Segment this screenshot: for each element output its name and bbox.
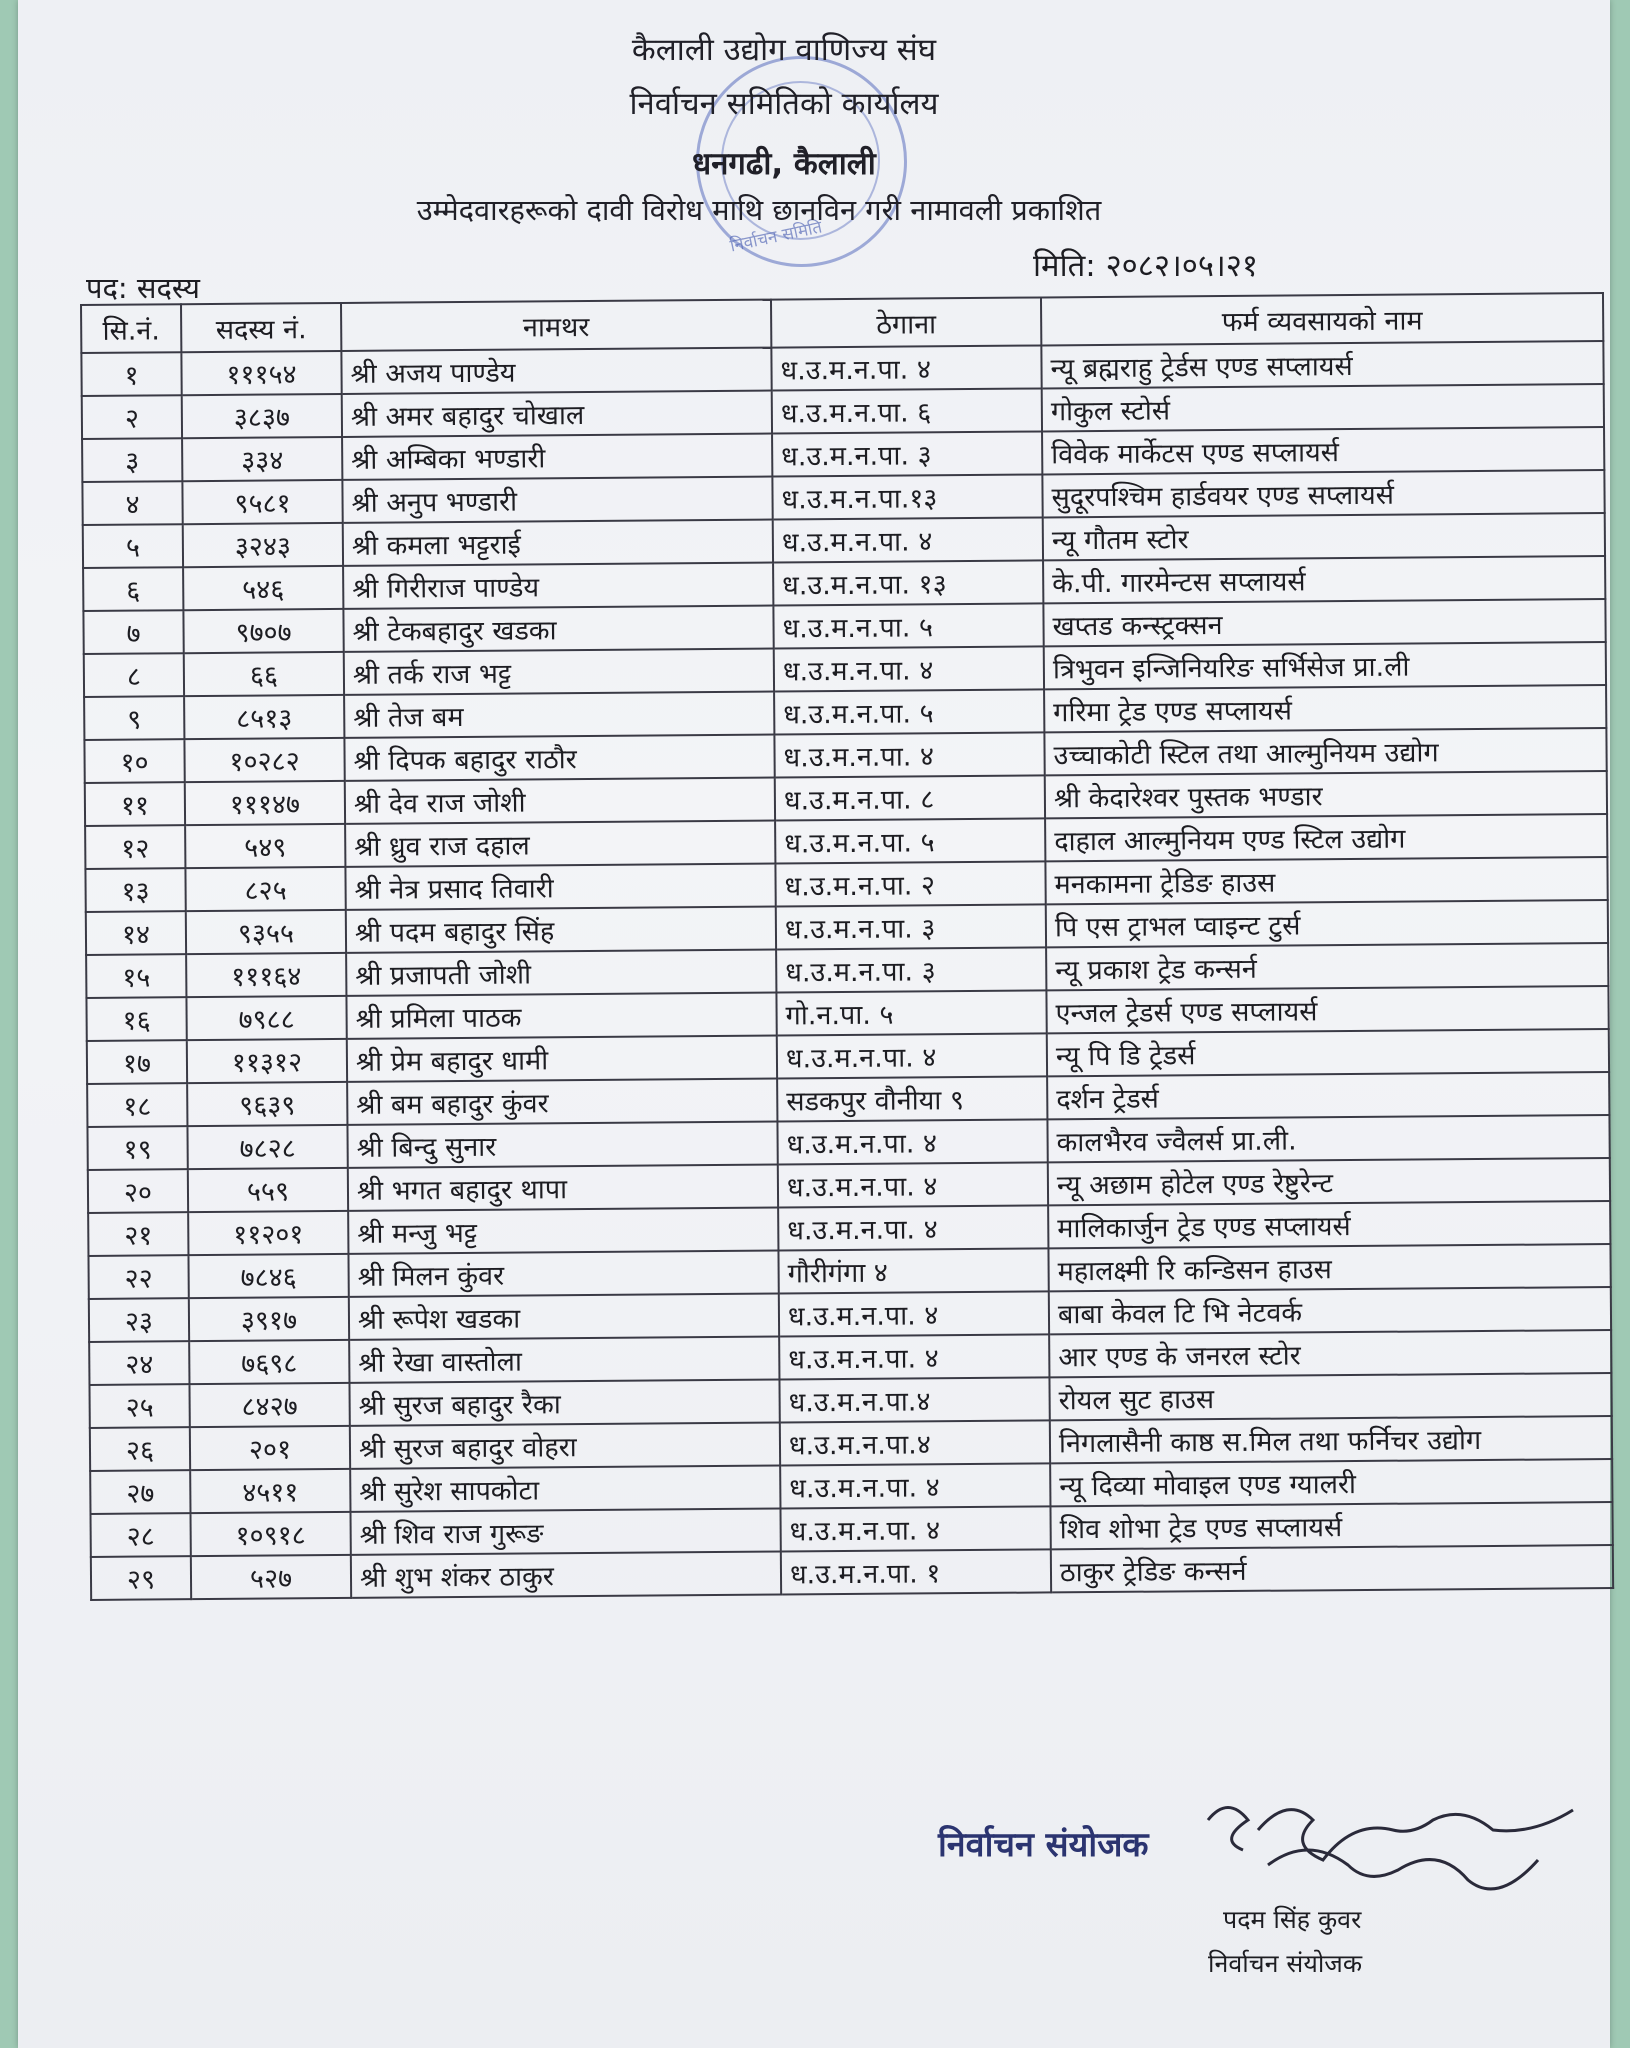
col-header-firm: फर्म व्यवसायको नाम	[1041, 293, 1603, 345]
name-cell: श्री बिन्दु सुनार	[347, 1122, 777, 1168]
address-cell: ध.उ.म.न.पा. ३	[776, 947, 1046, 992]
member-no-cell: ९३५५	[186, 910, 346, 954]
name-cell: श्री टेकबहादुर खडका	[343, 606, 773, 652]
member-no-cell: ५२७	[191, 1555, 351, 1599]
member-no-cell: ३८३७	[182, 394, 342, 438]
address-cell: ध.उ.म.न.पा. १३	[773, 560, 1043, 605]
address-cell: ध.उ.म.न.पा. ५	[773, 603, 1043, 648]
address-cell: ध.उ.म.न.पा. ५	[774, 689, 1044, 734]
address-cell: ध.उ.म.न.पा. ४	[777, 1033, 1047, 1078]
name-cell: श्री नेत्र प्रसाद तिवारी	[345, 864, 775, 910]
member-no-cell: १०२८२	[184, 738, 344, 782]
serial-cell: १८	[87, 1083, 187, 1127]
org-name: कैलाली उद्योग वाणिज्य संघ	[631, 32, 937, 68]
firm-cell: एन्जल ट्रेडर्स एण्ड सप्लायर्स	[1046, 986, 1608, 1033]
member-no-cell: ५५९	[188, 1168, 348, 1212]
address-cell: ध.उ.म.न.पा. ६	[772, 388, 1042, 433]
name-cell: श्री देव राज जोशी	[345, 778, 775, 824]
serial-cell: १७	[87, 1040, 187, 1084]
member-no-cell: २०१	[190, 1426, 350, 1470]
serial-cell: ३	[82, 438, 182, 482]
member-no-cell: ७८२८	[187, 1125, 347, 1169]
serial-cell: २१	[88, 1212, 188, 1256]
name-cell: श्री तर्क राज भट्ट	[344, 649, 774, 695]
firm-cell: उच्चाकोटी स्टिल तथा आल्मुनियम उद्योग	[1044, 728, 1606, 775]
name-cell: श्री तेज बम	[344, 692, 774, 738]
firm-cell: गोकुल स्टोर्स	[1042, 384, 1604, 431]
member-no-cell: ३२४३	[183, 523, 343, 567]
address-cell: ध.उ.म.न.पा. ८	[775, 775, 1045, 820]
name-cell: श्री अम्बिका भण्डारी	[342, 434, 772, 480]
member-no-cell: १०९१८	[191, 1512, 351, 1556]
name-cell: श्री गिरीराज पाण्डेय	[343, 563, 773, 609]
serial-cell: ७	[83, 610, 183, 654]
firm-cell: दाहाल आल्मुनियम एण्ड स्टिल उद्योग	[1045, 814, 1607, 861]
address-cell: ध.उ.म.न.पा. ४	[778, 1205, 1048, 1250]
col-header-address: ठेगाना	[771, 297, 1041, 347]
firm-cell: मनकामना ट्रेडिङ हाउस	[1045, 857, 1607, 904]
address-cell: ध.उ.म.न.पा. २	[775, 861, 1045, 906]
firm-cell: विवेक मार्केटस एण्ड सप्लायर्स	[1042, 427, 1604, 474]
serial-cell: २३	[89, 1298, 189, 1342]
address-cell: ध.उ.म.न.पा. ४	[777, 1119, 1047, 1164]
member-no-cell: ५४६	[183, 566, 343, 610]
firm-cell: ठाकुर ट्रेडिङ कन्सर्न	[1051, 1545, 1613, 1592]
member-no-cell: १११५४	[181, 351, 341, 395]
signer-name: पदम सिंह कुवर	[1223, 1905, 1362, 1934]
address-cell: ध.उ.म.न.पा.४	[780, 1420, 1050, 1465]
serial-cell: १९	[87, 1126, 187, 1170]
serial-cell: १	[81, 352, 181, 396]
serial-cell: १४	[86, 911, 186, 955]
name-cell: श्री मिलन कुंवर	[348, 1251, 778, 1297]
serial-cell: २	[82, 395, 182, 439]
firm-cell: दर्शन ट्रेडर्स	[1047, 1072, 1609, 1119]
name-cell: श्री अनुप भण्डारी	[342, 477, 772, 523]
name-cell: श्री प्रेम बहादुर धामी	[347, 1036, 777, 1082]
member-no-cell: ६६	[184, 652, 344, 696]
firm-cell: खप्तड कन्स्ट्रक्सन	[1043, 599, 1605, 646]
serial-cell: ८	[84, 653, 184, 697]
address-cell: ध.उ.म.न.पा. ३	[772, 431, 1042, 476]
firm-cell: आर एण्ड के जनरल स्टोर	[1049, 1330, 1611, 1377]
name-cell: श्री शिव राज गुरूङ	[350, 1509, 780, 1555]
firm-cell: न्यू पि डि ट्रेडर्स	[1047, 1029, 1609, 1076]
name-cell: श्री मन्जु भट्ट	[348, 1208, 778, 1254]
firm-cell: गरिमा ट्रेड एण्ड सप्लायर्स	[1044, 685, 1606, 732]
serial-cell: १६	[86, 997, 186, 1041]
firm-cell: बाबा केवल टि भि नेटवर्क	[1049, 1287, 1611, 1334]
address-cell: ध.उ.म.न.पा. ४	[771, 345, 1041, 390]
name-cell: श्री कमला भट्टराई	[343, 520, 773, 566]
serial-cell: १५	[86, 954, 186, 998]
member-no-cell: ७९८८	[186, 996, 346, 1040]
address-cell: ध.उ.म.न.पा. १	[781, 1549, 1051, 1594]
member-no-cell: ३३४	[182, 437, 342, 481]
office-name: निर्वाचन समितिको कार्यालय	[629, 86, 939, 122]
firm-cell: सुदूरपश्चिम हार्डवयर एण्ड सप्लायर्स	[1042, 470, 1604, 517]
serial-cell: २०	[88, 1169, 188, 1213]
name-cell: श्री पदम बहादुर सिंह	[346, 907, 776, 953]
firm-cell: मालिकार्जुन ट्रेड एण्ड सप्लायर्स	[1048, 1201, 1610, 1248]
address-cell: ध.उ.म.न.पा. ४	[773, 517, 1043, 562]
serial-cell: २५	[89, 1384, 189, 1428]
member-no-cell: ११३१२	[187, 1039, 347, 1083]
member-no-cell: ८२५	[185, 867, 345, 911]
col-header-name: नामथर	[341, 300, 771, 351]
name-cell: श्री बम बहादुर कुंवर	[347, 1079, 777, 1125]
notice-title: उम्मेदवारहरूको दावी विरोध माथि छानविन गरी नामावली प्रकाशित	[416, 193, 1102, 227]
serial-cell: ४	[82, 481, 182, 525]
serial-cell: २४	[89, 1341, 189, 1385]
name-cell: श्री ध्रुव राज दहाल	[345, 821, 775, 867]
name-cell: श्री शुभ शंकर ठाकुर	[351, 1552, 781, 1598]
serial-cell: २९	[91, 1556, 191, 1600]
serial-cell: ११	[85, 782, 185, 826]
name-cell: श्री सुरेश सापकोटा	[350, 1466, 780, 1512]
col-header-serial: सि.नं.	[81, 304, 181, 353]
name-cell: श्री रेखा वास्तोला	[349, 1337, 779, 1383]
name-cell: श्री अजय पाण्डेय	[341, 348, 771, 394]
signature-title: निर्वाचन संयोजक	[938, 1825, 1149, 1865]
address-cell: गो.न.पा. ५	[776, 990, 1046, 1035]
name-cell: श्री भगत बहादुर थापा	[348, 1165, 778, 1211]
seal-text: निर्वाचन समिति	[728, 217, 824, 257]
member-no-cell: ९५८१	[182, 480, 342, 524]
member-no-cell: ७६९८	[189, 1340, 349, 1384]
firm-cell: त्रिभुवन इन्जिनियरिङ सर्भिसेज प्रा.ली	[1044, 642, 1606, 689]
firm-cell: निगलासैनी काष्ठ स.मिल तथा फर्निचर उद्योग	[1050, 1416, 1612, 1463]
firm-cell: न्यू दिव्या मोवाइल एण्ड ग्यालरी	[1050, 1459, 1612, 1506]
firm-cell: रोयल सुट हाउस	[1049, 1373, 1611, 1420]
member-no-cell: ८५१३	[184, 695, 344, 739]
address-cell: ध.उ.म.न.पा. ४	[779, 1291, 1049, 1336]
address-cell: गौरीगंगा ४	[778, 1248, 1048, 1293]
address-cell: ध.उ.म.न.पा. ४	[778, 1162, 1048, 1207]
col-header-member-no: सदस्य नं.	[181, 303, 341, 352]
name-cell: श्री सुरज बहादुर वोहरा	[350, 1423, 780, 1469]
address-cell: ध.उ.म.न.पा. ४	[774, 732, 1044, 777]
member-no-cell: ५४९	[185, 824, 345, 868]
firm-cell: न्यू प्रकाश ट्रेड कन्सर्न	[1046, 943, 1608, 990]
address-cell: ध.उ.म.न.पा. ४	[780, 1506, 1050, 1551]
notice-date: मिति: २०८२।०५।२१	[1033, 248, 1259, 284]
serial-cell: २७	[90, 1470, 190, 1514]
address-cell: ध.उ.म.न.पा.१३	[772, 474, 1042, 519]
name-cell: श्री दिपक बहादुर राठौर	[344, 735, 774, 781]
firm-cell: शिव शोभा ट्रेड एण्ड सप्लायर्स	[1050, 1502, 1612, 1549]
member-no-cell: १११४७	[185, 781, 345, 825]
serial-cell: २६	[90, 1427, 190, 1471]
post-label: पद: सदस्य	[86, 271, 200, 305]
address-cell: ध.उ.म.न.पा. ४	[779, 1334, 1049, 1379]
address-cell: ध.उ.म.न.पा. ४	[780, 1463, 1050, 1508]
member-no-cell: ३९१७	[189, 1297, 349, 1341]
member-no-cell: ९७०७	[183, 609, 343, 653]
name-cell: श्री अमर बहादुर चोखाल	[342, 391, 772, 437]
name-cell: श्री रूपेश खडका	[349, 1294, 779, 1340]
address-cell: सडकपुर वौनीया ९	[777, 1076, 1047, 1121]
firm-cell: न्यू गौतम स्टोर	[1043, 513, 1605, 560]
name-cell: श्री सुरज बहादुर रैका	[349, 1380, 779, 1426]
serial-cell: १२	[85, 825, 185, 869]
name-cell: श्री प्रमिला पाठक	[346, 993, 776, 1039]
serial-cell: १०	[84, 739, 184, 783]
serial-cell: ५	[83, 524, 183, 568]
address-cell: ध.उ.म.न.पा. ५	[775, 818, 1045, 863]
serial-cell: २८	[91, 1513, 191, 1557]
notice-sheet	[18, 0, 1610, 2048]
address-cell: ध.उ.म.न.पा. ४	[774, 646, 1044, 691]
office-location: धनगढी, कैलाली	[692, 146, 876, 182]
member-no-cell: ७८४६	[188, 1254, 348, 1298]
firm-cell: न्यू अछाम होटेल एण्ड रेष्टुरेन्ट	[1048, 1158, 1610, 1205]
firm-cell: के.पी. गारमेन्टस सप्लायर्स	[1043, 556, 1605, 603]
serial-cell: ६	[83, 567, 183, 611]
member-no-cell: ८४२७	[189, 1383, 349, 1427]
firm-cell: महालक्ष्मी रि कन्डिसन हाउस	[1048, 1244, 1610, 1291]
firm-cell: श्री केदारेश्वर पुस्तक भण्डार	[1045, 771, 1607, 818]
candidate-table	[80, 292, 1614, 1601]
serial-cell: १३	[85, 868, 185, 912]
member-no-cell: ९६३९	[187, 1082, 347, 1126]
address-cell: ध.उ.म.न.पा.४	[779, 1377, 1049, 1422]
member-no-cell: ११२०१	[188, 1211, 348, 1255]
firm-cell: कालभैरव ज्वैलर्स प्रा.ली.	[1047, 1115, 1609, 1162]
table-body	[81, 341, 1613, 1600]
address-cell: ध.उ.म.न.पा. ३	[776, 904, 1046, 949]
serial-cell: २२	[88, 1255, 188, 1299]
member-no-cell: १११६४	[186, 953, 346, 997]
serial-cell: ९	[84, 696, 184, 740]
member-no-cell: ४५११	[190, 1469, 350, 1513]
firm-cell: पि एस ट्राभल प्वाइन्ट टुर्स	[1046, 900, 1608, 947]
name-cell: श्री प्रजापती जोशी	[346, 950, 776, 996]
firm-cell: न्यू ब्रह्मराहु ट्रेर्डस एण्ड सप्लायर्स	[1041, 341, 1603, 388]
signer-role: निर्वाचन संयोजक	[1208, 1949, 1363, 1978]
